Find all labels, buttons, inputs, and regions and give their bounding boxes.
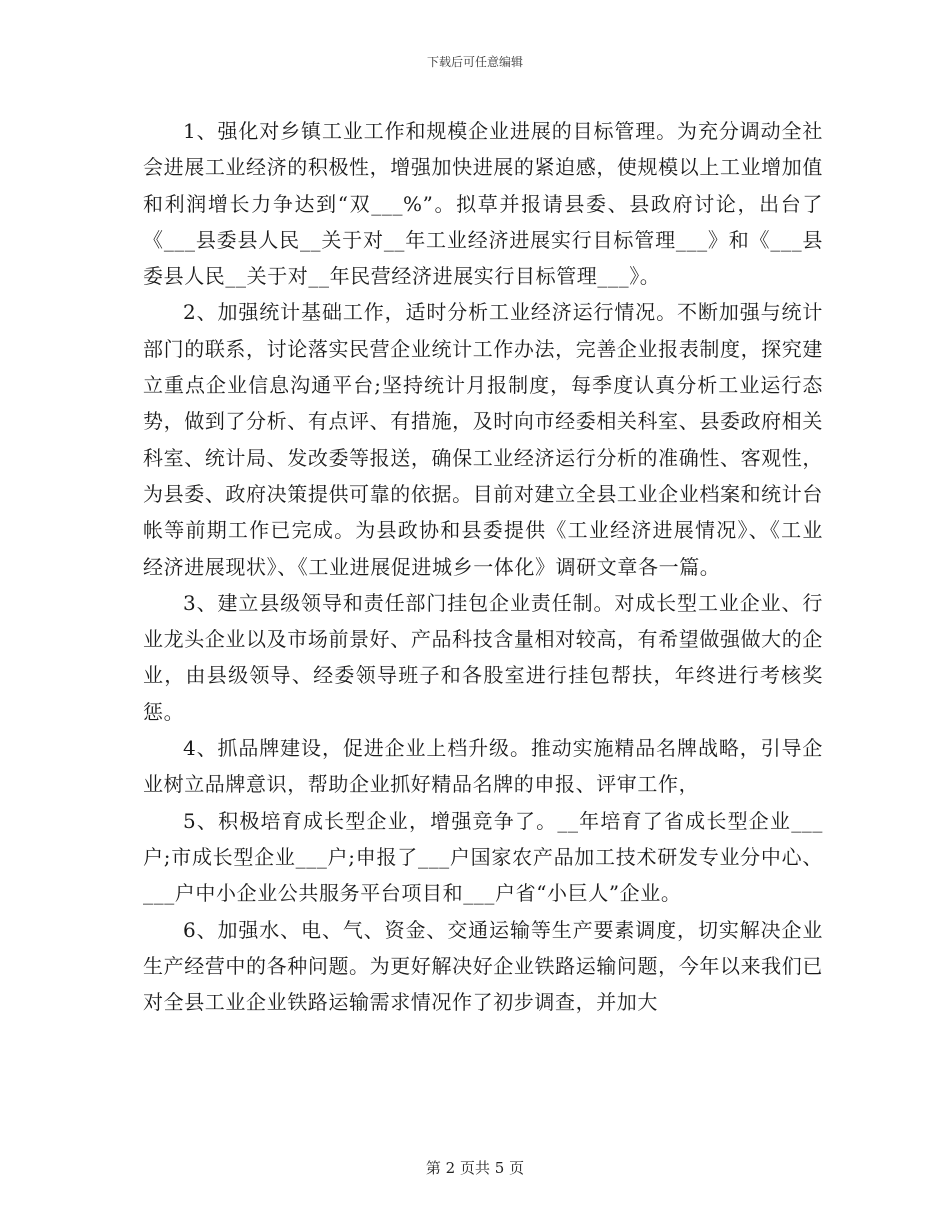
paragraph-3: 3、建立县级领导和责任部门挂包企业责任制。对成长型工业企业、行业龙头企业以及市场前景好、产品科技含量相对较高，有希望做强做大的企业，由县级领导、经委领导班子和各股室进行挂包帮扶，年终进行考核奖惩。 [143,590,823,724]
paragraph-1: 1、强化对乡镇工业工作和规模企业进展的目标管理。为充分调动全社会进展工业经济的积极性，增强加快进展的紧迫感，使规模以上工业增加值和利润增长力争达到“双___%”。拟草并报请县委、县政府讨论，出台了《___县委县人民__关于对__年工业经济进展实行目标管理___》和《___县委县人民__关于对__年民营经济进展实行目标管理___》。 [143,119,823,289]
paragraph-4: 4、抓品牌建设，促进企业上档升级。推动实施精品名牌战略，引导企业树立品牌意识，帮助企业抓好精品名牌的申报、评审工作， [143,736,823,797]
page-header: 下载后可任意编辑 [426,55,523,69]
paragraph-2: 2、加强统计基础工作，适时分析工业经济运行情况。不断加强与统计部门的联系，讨论落实民营企业统计工作办法，完善企业报表制度，探究建立重点企业信息沟通平台;坚持统计月报制度，每季度认真分析工业运行态势，做到了分析、有点评、有措施，及时向市经委相关科室、县委政府相关科室、统计局、发改委等报送，确保工业经济运行分析的准确性、客观性，为县委、政府决策提供可靠的依据。目前对建立全县工业企业档案和统计台帐等前期工作已完成。为县政协和县委提供《工业经济进展情况》、《工业经济进展现状》、《工业进展促进城乡一体化》调研文章各一篇。 [143,300,823,579]
page-footer: 第 2 页共 5 页 [425,1159,525,1177]
paragraph-5: 5、积极培育成长型企业，增强竞争了。__年培育了省成长型企业___户;市成长型企业___户;申报了___户国家农产品加工技术研发专业分中心、___户中小企业公共服务平台项目和___户省“小巨人”企业。 [143,808,823,906]
document-body [143,113,823,1020]
paragraph-6: 6、加强水、电、气、资金、交通运输等生产要素调度，切实解决企业生产经营中的各种问题。为更好解决好企业铁路运输问题，今年以来我们已对全县工业企业铁路运输需求情况作了初步调查，并加大 [143,917,823,1015]
